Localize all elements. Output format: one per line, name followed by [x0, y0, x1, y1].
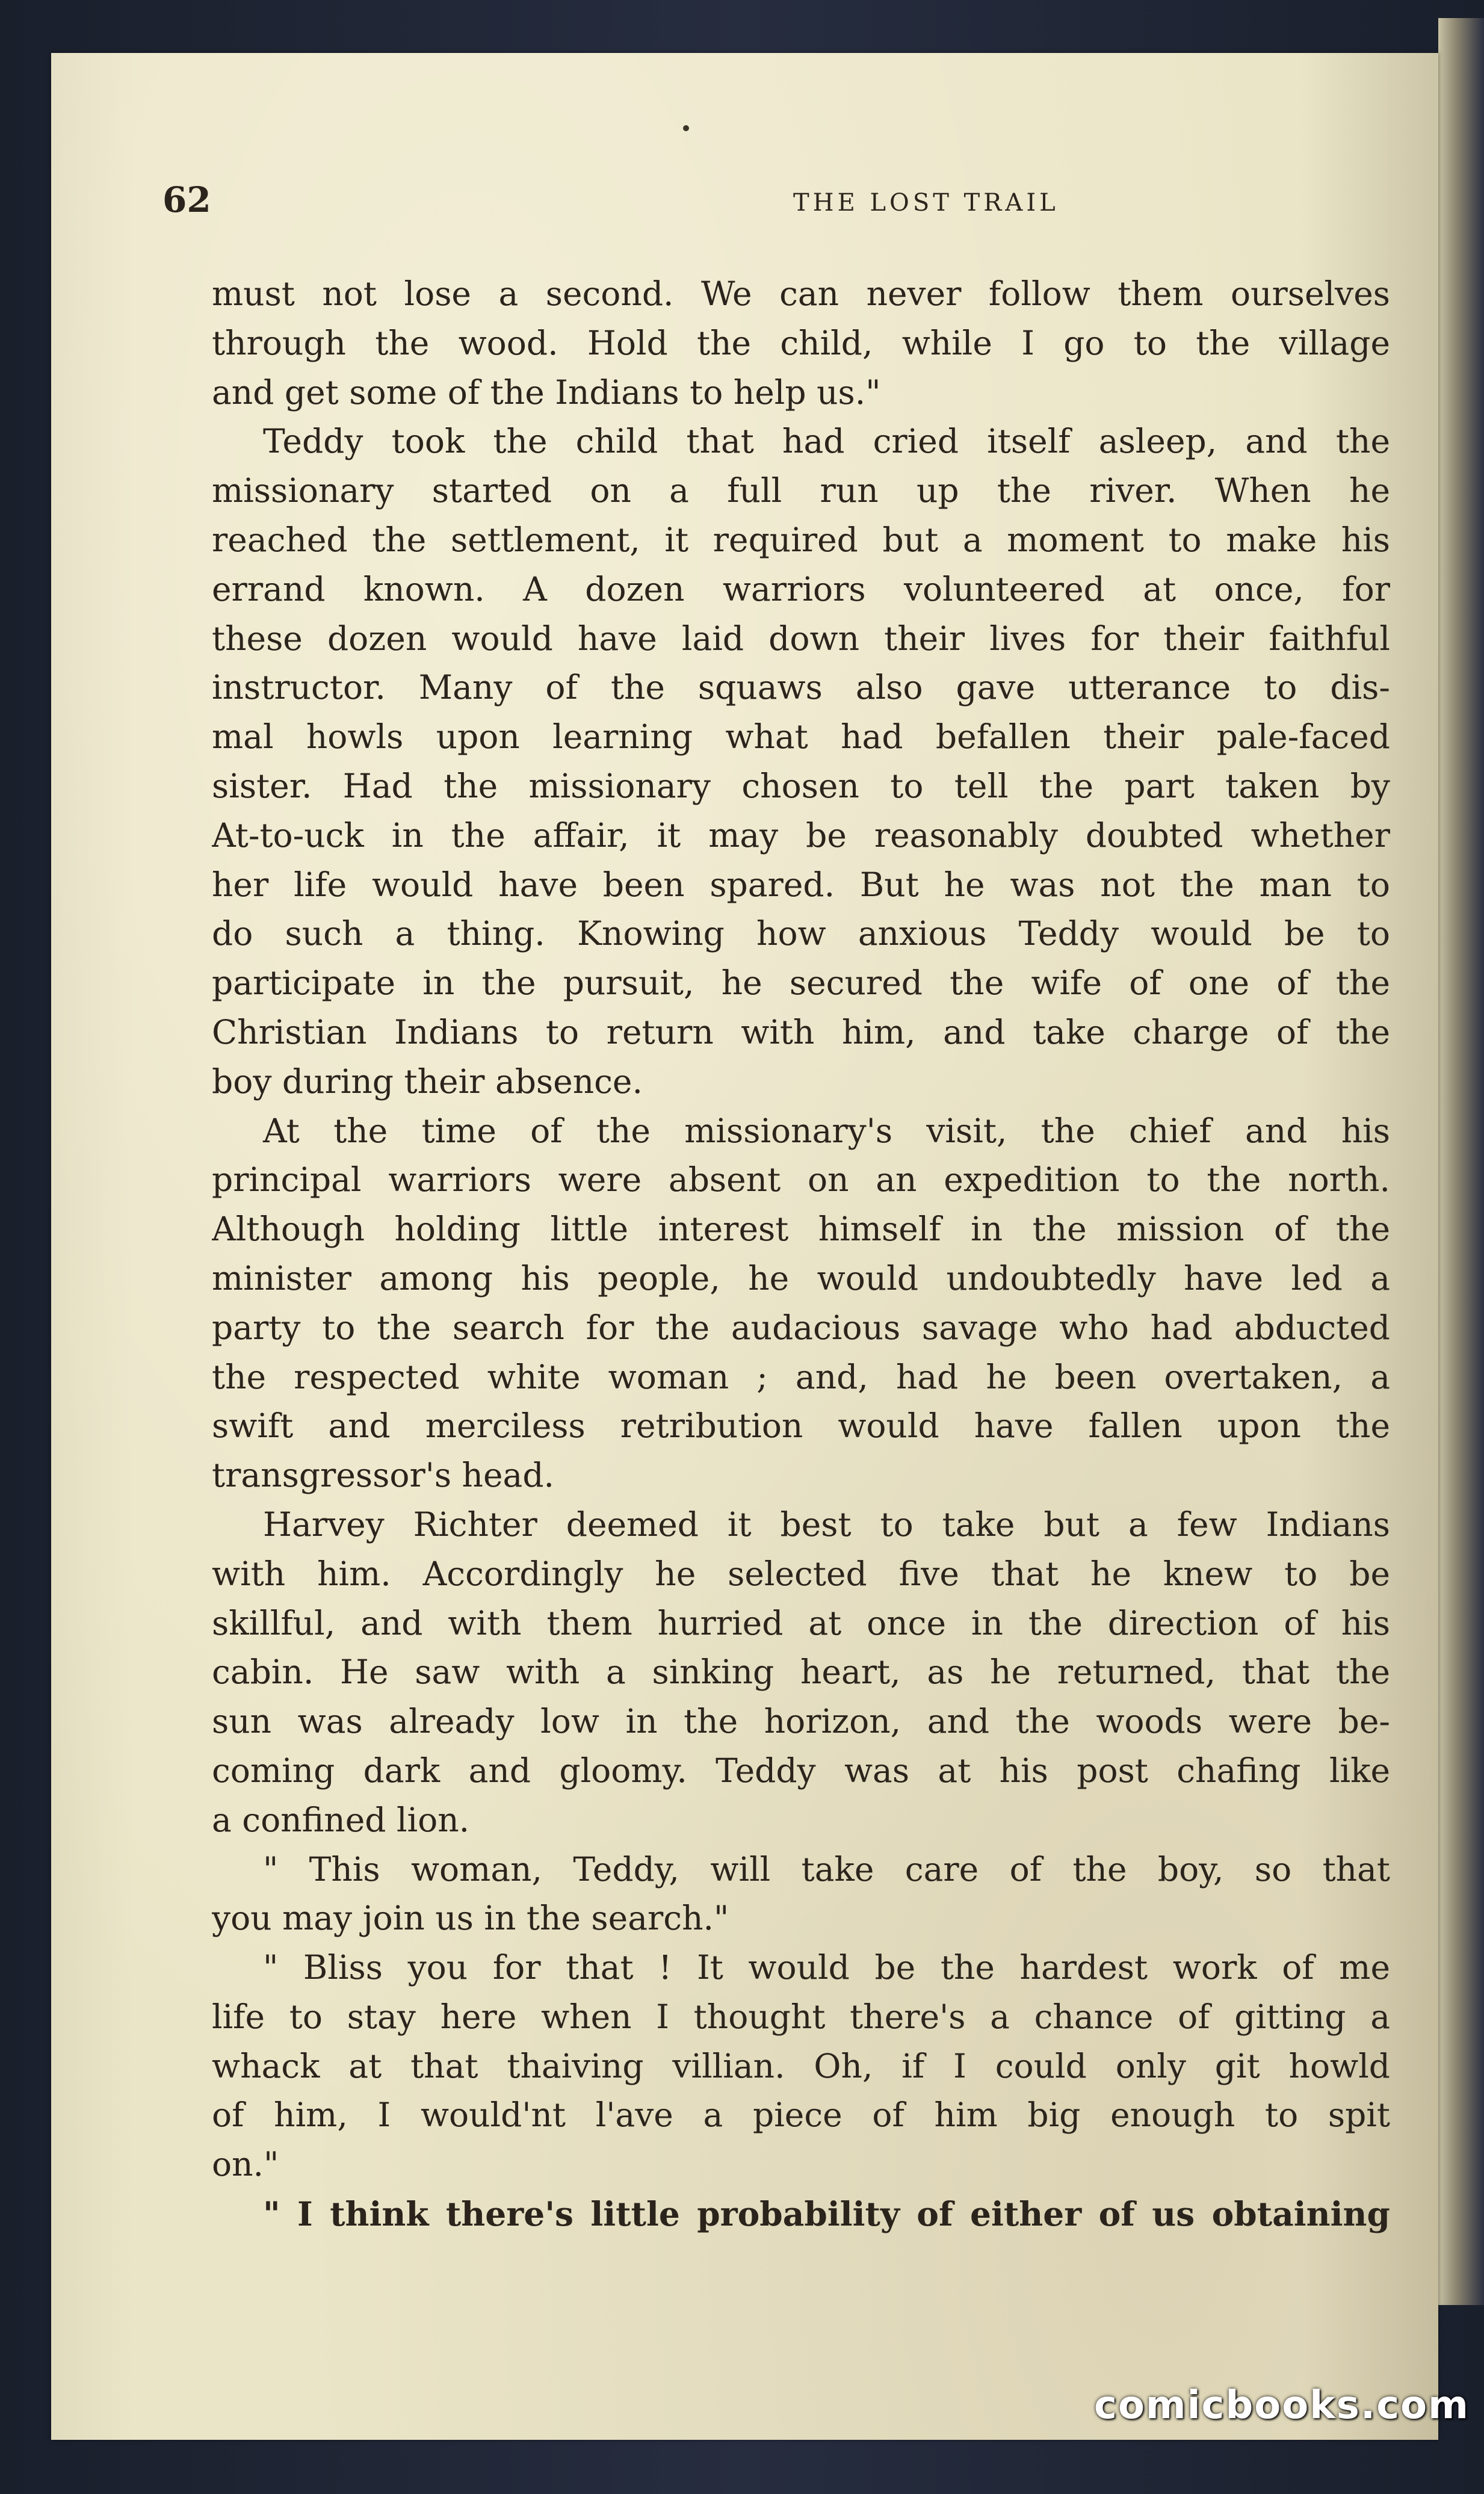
- running-head: [162, 176, 1372, 230]
- text-line: boy during their absence.: [212, 1062, 643, 1101]
- text-line: you may join us in the search.": [212, 1899, 729, 1938]
- text-line: swift and merciless retribution would have fallen upon the: [212, 1406, 1390, 1446]
- text-line: " This woman, Teddy, will take care of the boy, so that: [263, 1849, 1390, 1889]
- text-line: a confined lion.: [212, 1800, 470, 1839]
- text-line: minister among his people, he would undoubtedly have led a: [212, 1258, 1390, 1298]
- text-line: with him. Accordingly he selected five that he knew to be: [212, 1554, 1390, 1593]
- text-line: mal howls upon learning what had befallen their pale-faced: [212, 717, 1390, 757]
- text-line: the respected white woman ; and, had he been overtaken, a: [212, 1357, 1390, 1396]
- text-line: Harvey Richter deemed it best to take but a few Indians: [263, 1505, 1390, 1544]
- running-title: THE LOST TRAIL: [793, 189, 1059, 217]
- text-line: At-to-uck in the affair, it may be reasonably doubted whether: [212, 815, 1390, 855]
- text-line: sun was already low in the horizon, and the woods were be-: [212, 1702, 1390, 1741]
- text-line: of him, I would'nt l'ave a piece of him big enough to spit: [212, 2096, 1390, 2135]
- text-line: must not lose a second. We can never follow them ourselves: [212, 274, 1390, 313]
- text-line: party to the search for the audacious savage who had abducted: [212, 1308, 1390, 1347]
- book-page-edge: [1438, 18, 1484, 2305]
- text-line: her life would have been spared. But he was not the man to: [212, 865, 1390, 904]
- text-line: life to stay here when I thought there's a chance of gitting a: [212, 1997, 1390, 2036]
- text-line: and get some of the Indians to help us.": [212, 373, 881, 412]
- text-line: Christian Indians to return with him, and take charge of the: [212, 1012, 1390, 1051]
- text-line: sister. Had the missionary chosen to tell the part taken by: [212, 766, 1390, 805]
- text-line: missionary started on a full run up the river. When he: [212, 471, 1390, 510]
- text-line: do such a thing. Knowing how anxious Teddy would be to: [212, 914, 1390, 953]
- text-line: reached the settlement, it required but a moment to make his: [212, 520, 1390, 559]
- text-line: skillful, and with them hurried at once in the direction of his: [212, 1603, 1390, 1642]
- ink-speck: [683, 125, 689, 131]
- page-number: 62: [162, 179, 211, 220]
- text-line: on.": [212, 2145, 279, 2184]
- text-line: " Bliss you for that ! It would be the hardest work of me: [263, 1948, 1390, 1987]
- text-line: principal warriors were absent on an expedition to the north.: [212, 1160, 1390, 1199]
- text-line: instructor. Many of the squaws also gave utterance to dis-: [212, 668, 1390, 707]
- text-line: coming dark and gloomy. Teddy was at his post chafing like: [212, 1751, 1390, 1790]
- text-line: these dozen would have laid down their lives for their faithful: [212, 619, 1390, 658]
- text-line: Although holding little interest himself in the mission of the: [212, 1210, 1390, 1249]
- body-text: [212, 270, 1390, 2239]
- text-line: transgressor's head.: [212, 1456, 555, 1495]
- text-line: errand known. A dozen warriors volunteered at once, for: [212, 569, 1390, 608]
- text-line: " I think there's little probability of either of us obtaining: [263, 2194, 1390, 2234]
- text-line: At the time of the missionary's visit, the chief and his: [263, 1111, 1390, 1150]
- text-line: participate in the pursuit, he secured the wife of one of the: [212, 964, 1390, 1003]
- text-line: whack at that thaiving villian. Oh, if I could only git howld: [212, 2046, 1390, 2085]
- text-line: Teddy took the child that had cried itself asleep, and the: [263, 422, 1390, 461]
- text-line: through the wood. Hold the child, while I go to the village: [212, 323, 1390, 362]
- site-watermark: comicbooks.com: [1094, 2383, 1470, 2428]
- text-line: cabin. He saw with a sinking heart, as he returned, that the: [212, 1653, 1390, 1692]
